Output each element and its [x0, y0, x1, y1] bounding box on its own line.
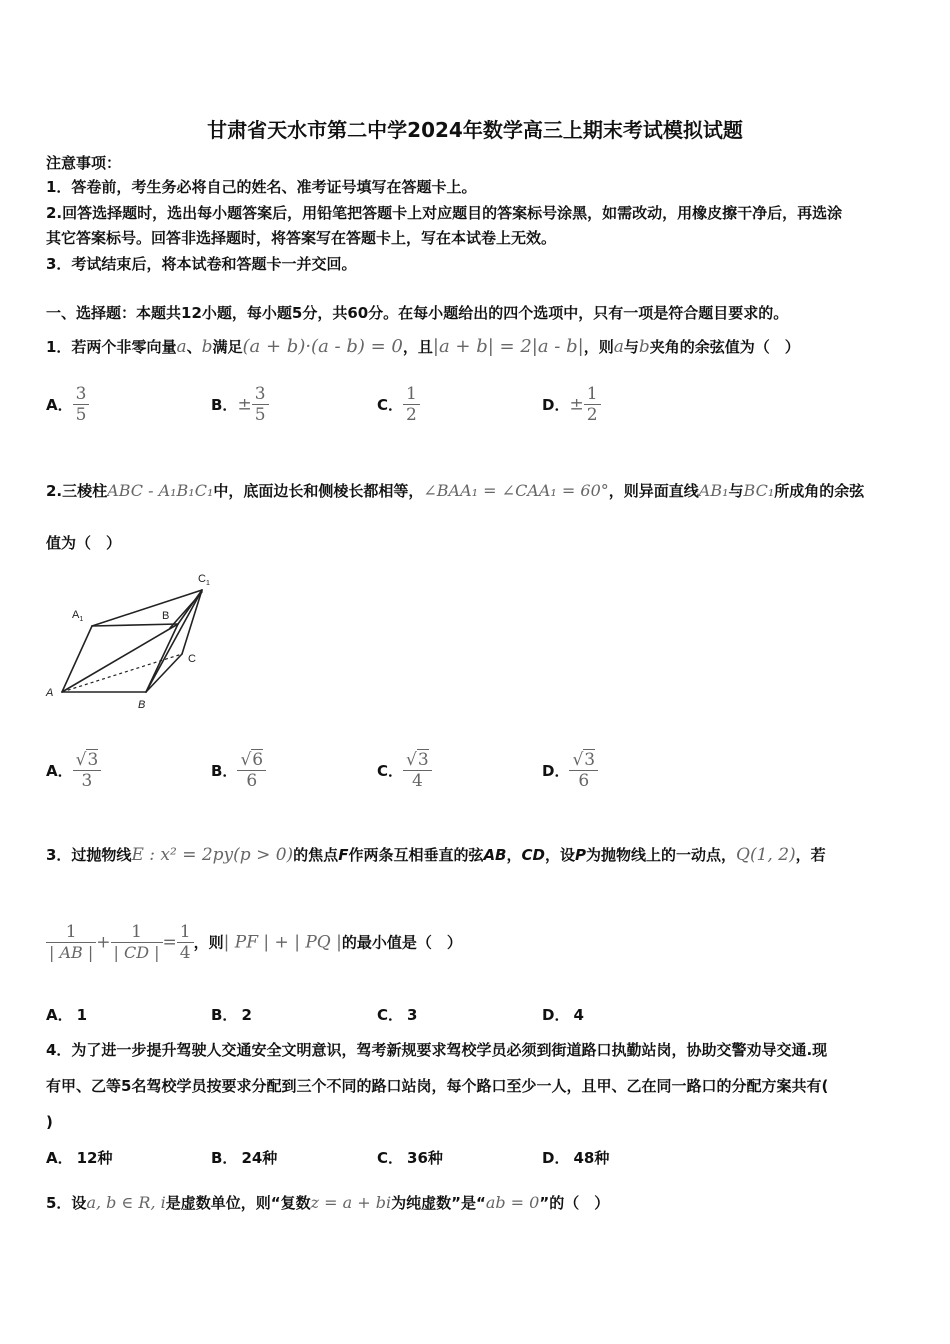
edge-a1-b1: [92, 624, 178, 626]
q3-option-a[interactable]: A． 1: [46, 1006, 88, 1024]
q1-option-c[interactable]: C． $\frac{1}{2}$: [377, 384, 420, 425]
q1-option-b[interactable]: B．± $\frac{3}{5}$: [211, 384, 269, 425]
prism-figure: [40, 568, 230, 714]
q1-option-a[interactable]: A． $\frac{3}{5}$: [46, 384, 89, 425]
q2-option-c[interactable]: C． $\frac{√3}{4}$: [377, 750, 432, 791]
q4-option-a[interactable]: A． 12种: [46, 1149, 113, 1167]
q1-condition-1: (a + b)·(a - b) = 0: [242, 336, 403, 357]
label-c1: $C_1$: [198, 573, 210, 587]
question-1-stem: 1．若两个非零向量a、b满足(a + b)·(a - b) = 0，且|a + b| = 2|a - b|，则a与b夹角的余弦值为（ ）: [46, 336, 800, 357]
notice-item-3: 3．考试结束后，将本试卷和答题卡一并交回。: [46, 255, 357, 273]
notice-item-2: 2.回答选择题时，选出每小题答案后，用铅笔把答题卡上对应题目的答案标号涂黑，如需改动，用橡皮擦干净后，再选涂: [46, 204, 843, 222]
question-3-condition: $\frac{1}{| AB |}$ + $\frac{1}{| CD |}$ = $\frac{1}{4}$ ，则| PF | + | PQ |的最小值是（ ）: [46, 922, 462, 963]
label-a: A: [46, 687, 54, 699]
q1-condition-2: |a + b| = 2|a - b|: [432, 336, 584, 357]
question-2-stem-cont: 值为（ ）: [46, 534, 122, 552]
q3-option-c[interactable]: C． 3: [377, 1006, 418, 1024]
q4-option-c[interactable]: C． 36种: [377, 1149, 443, 1167]
notice-item-1: 1．答卷前，考生务必将自己的姓名、准考证号填写在答题卡上。: [46, 178, 477, 196]
edge-a1-a: [62, 626, 92, 692]
q3-option-b[interactable]: B． 2: [211, 1006, 252, 1024]
q4-option-d[interactable]: D． 48种: [542, 1149, 610, 1167]
section-heading: 一、选择题：本题共12小题，每小题5分，共60分。在每小题给出的四个选项中，只有一项是符合题目要求的。: [46, 304, 789, 322]
page-title: 甘肃省天水市第二中学2024年数学高三上期末考试模拟试题: [207, 118, 743, 142]
edge-a-b1: [62, 624, 178, 692]
label-b1: B: [162, 610, 170, 622]
q4-option-b[interactable]: B． 24种: [211, 1149, 278, 1167]
notice-item-2-cont: 其它答案标号。回答非选择题时，将答案写在答题卡上，写在本试卷上无效。: [46, 229, 557, 247]
edge-b1-c1-b: [170, 592, 202, 628]
q3-option-d[interactable]: D． 4: [542, 1006, 584, 1024]
question-4-stem: 4．为了进一步提升驾驶人交通安全文明意识，驾考新规要求驾校学员必须到街道路口执勤站岗，协助交警劝导交通.现: [46, 1041, 828, 1059]
question-3-stem: 3．过抛物线E : x² = 2py(p > 0)的焦点F作两条互相垂直的弦AB，CD，设P为抛物线上的一动点，Q(1, 2)，若: [46, 845, 826, 865]
q2-option-d[interactable]: D． $\frac{√3}{6}$: [542, 750, 598, 791]
q1-option-d[interactable]: D．± $\frac{1}{2}$: [542, 384, 601, 425]
q2-option-a[interactable]: A． $\frac{√3}{3}$: [46, 750, 101, 791]
question-4-stem-end: ): [46, 1113, 53, 1131]
question-5-stem: 5．设a, b ∈ R, i是虚数单位，则“复数z = a + bi为纯虚数”是“ab = 0”的（ ）: [46, 1193, 610, 1212]
q2-option-b[interactable]: B． $\frac{√6}{6}$: [211, 750, 266, 791]
question-2-stem: 2.三棱柱ABC - A₁B₁C₁中，底面边长和侧棱长都相等，∠BAA₁ = ∠CAA₁ = 60°，则异面直线AB₁与BC₁所成角的余弦: [46, 481, 865, 500]
notice-heading: 注意事项：: [46, 154, 122, 172]
label-b: B: [138, 699, 146, 711]
label-a1: $A_1$: [72, 609, 84, 623]
label-c: C: [188, 653, 196, 665]
question-4-stem-cont: 有甲、乙等5名驾校学员按要求分配到三个不同的路口站岗，每个路口至少一人，且甲、乙在同一路口的分配方案共有(: [46, 1077, 829, 1095]
